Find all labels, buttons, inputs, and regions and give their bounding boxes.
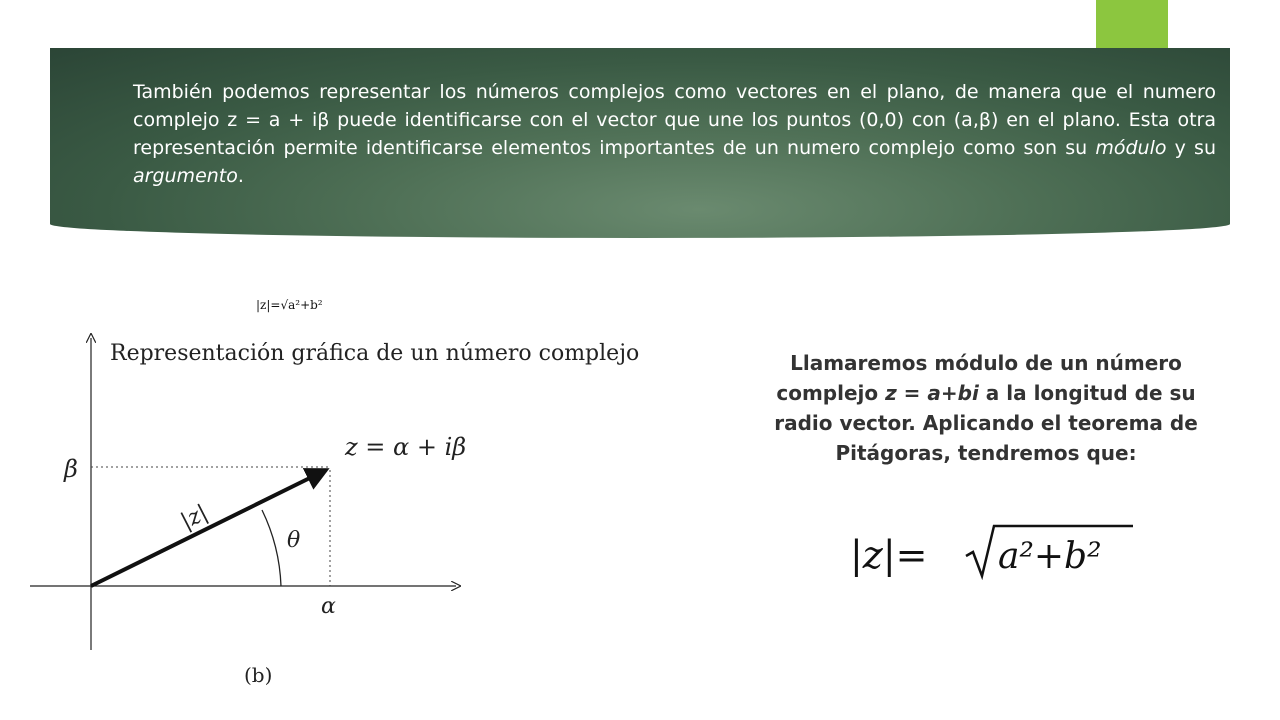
definition-text-end: a la longitud de su radio vector. Aplicando el teorema de Pitágoras, tendremos que: <box>774 381 1198 465</box>
formula-radicand: a²+b² <box>998 536 1102 577</box>
complex-plane-figure <box>30 330 670 700</box>
alpha-label: α <box>321 594 336 619</box>
modulus-formula <box>848 520 1138 580</box>
banner-text-and: y su <box>1166 137 1216 159</box>
theta-label: θ <box>287 528 301 553</box>
figure-caption: (b) <box>244 663 273 687</box>
formula-lhs: |z|= <box>850 533 928 577</box>
beta-label: β <box>64 455 78 483</box>
banner-text-main: También podemos representar los números complejos como vectores en el plano, de manera que el numero complejo z = a + iβ puede identificarse con el vector que une los puntos (0,0) con (a,β) en el plano. Esta otra representación permite identificarse elementos importantes de un numero complejo como son su <box>133 81 1216 159</box>
small-modulus-formula: |z|=√a²+b² <box>256 298 323 312</box>
definition-text-start: Llamaremos módulo de un número complejo <box>776 351 1182 405</box>
banner-paragraph <box>133 78 1216 190</box>
figure-title: Representación gráfica de un número complejo <box>110 341 640 366</box>
banner-term-argumento: argumento <box>133 165 238 187</box>
banner-term-modulo: módulo <box>1095 137 1167 159</box>
theta-arc <box>262 510 281 586</box>
definition-z-equation: z = a+bi <box>885 381 979 405</box>
modulus-definition <box>748 348 1224 468</box>
z-label: z = α + iβ <box>345 433 467 461</box>
modulus-label: |z| <box>176 500 212 535</box>
banner-text-end: . <box>237 165 244 187</box>
